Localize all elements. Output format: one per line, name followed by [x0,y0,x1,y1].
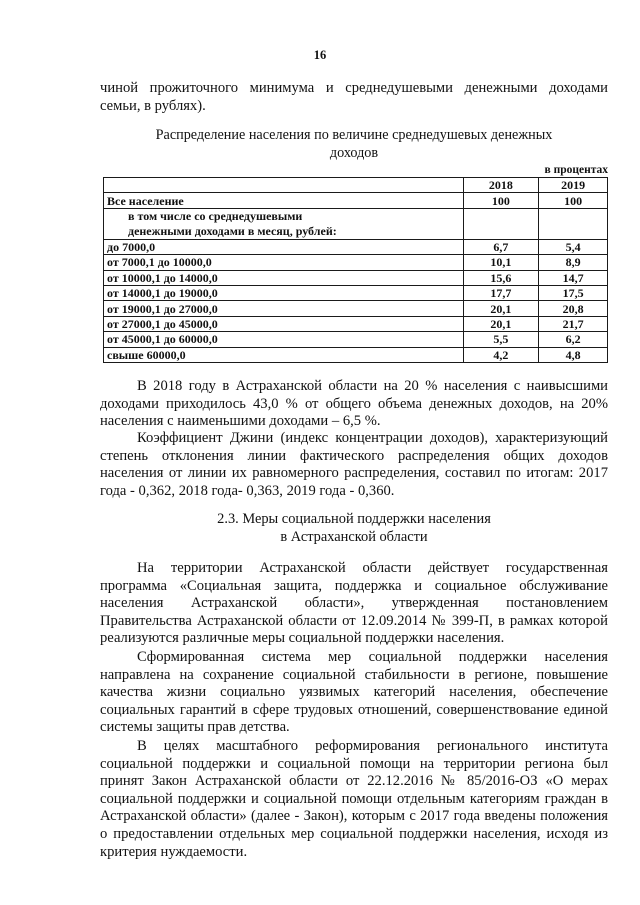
row-label: от 7000,1 до 10000,0 [104,255,464,270]
row-label: до 7000,0 [104,239,464,254]
value-2019: 8,9 [539,255,608,270]
value-2019: 6,2 [539,332,608,347]
intro-paragraph [100,80,608,115]
table-header-row [104,178,608,193]
table-row [104,285,608,300]
subheading-cell [104,208,464,239]
section-heading-line-2: в Астраханской области [280,528,428,545]
paragraph-regional-law: В целях масштабного реформирования регионального института социальной поддержки и социальной помощи на территории региона был принят Закон Астраханской области от 22.12.2016 № 85/2016-ОЗ «О мерах социальной поддержки и социальной помощи отдельным категориям граждан в Астраханской области» (далее - Закон), которым с 2017 года введены положения о предоставлении отдельных мер социальной поддержки населения, исходя из критерия нуждаемости. [100,738,608,860]
table-row [104,255,608,270]
value-2018: 15,6 [463,270,539,285]
value-2018: 10,1 [463,255,539,270]
value-2018: 5,5 [463,332,539,347]
value-2019: 5,4 [539,239,608,254]
paragraph-support-system: Сформированная система мер социальной поддержки населения направлена на сохранение социальной стабильности в регионе, повышение качества жизни социально уязвимых категорий населения, обеспечение социальных гарантий в сфере трудовых отношений, совершенствование единой системы защиты прав детства. [100,649,608,736]
value-2019: 4,8 [539,347,608,362]
table-title-line-2: доходов [329,144,379,161]
table-row [104,347,608,362]
value-2019: 14,7 [539,270,608,285]
table-row [104,270,608,285]
table-row-total [104,193,608,208]
empty-cell [463,208,539,239]
value-2018: 6,7 [463,239,539,254]
value-2018: 20,1 [463,301,539,316]
row-label: Все население [104,193,464,208]
value-2019: 20,8 [539,301,608,316]
table-row [104,316,608,331]
table-row [104,239,608,254]
row-label: от 27000,1 до 45000,0 [104,316,464,331]
subheading-line-1: в том числе со среднедушевыми [128,208,303,223]
table-title-line-1: Распределение населения по величине среднедушевых денежных [155,127,553,143]
row-label: от 45000,1 до 60000,0 [104,332,464,347]
table-title [100,127,608,162]
header-2019: 2019 [539,178,608,193]
paragraph-gini: Коэффициент Джини (индекс концентрации доходов), характеризующий степень отклонения линии фактического распределения общих доходов населения от линии их равномерного распределения, составил по итогам: 2017 года - 0,362, 2018 года- 0,363, 2019 года - 0,360. [100,430,608,499]
row-label: от 10000,1 до 14000,0 [104,270,464,285]
value-2018: 17,7 [463,285,539,300]
row-label: свыше 60000,0 [104,347,464,362]
paragraph-state-program: На территории Астраханской области действует государственная программа «Социальная защита, поддержка и социальное обслуживание населения Астраханской области», утвержденная постановлением Правительства Астраханской области от 12.09.2014 № 399-П, в рамках которой реализуются различные меры социальной поддержки населения. [100,560,608,647]
section-heading [100,511,608,546]
table-row [104,332,608,347]
section-heading-line-1: 2.3. Меры социальной поддержки населения [217,511,491,527]
table-unit: в процентах [544,164,608,176]
page-number: 16 [313,48,327,62]
paragraph-2018-income: В 2018 году в Астраханской области на 20 % населения с наивысшими доходами приходилось 43,0 % от общего объема денежных доходов, на 20% населения с наименьшими доходами – 6,5 %. [100,378,608,430]
header-empty-cell [104,178,464,193]
row-label: от 19000,1 до 27000,0 [104,301,464,316]
intro-line-1: чиной прожиточного минимума и среднедушевыми денежными доходами [100,80,608,96]
value-2018: 20,1 [463,316,539,331]
value-2018: 4,2 [463,347,539,362]
value-2018: 100 [463,193,539,208]
value-2019: 17,5 [539,285,608,300]
subheading-line-2: денежными доходами в месяц, рублей: [128,223,337,238]
row-label: от 14000,1 до 19000,0 [104,285,464,300]
table-row-subheading [104,208,608,239]
empty-cell [539,208,608,239]
value-2019: 100 [539,193,608,208]
table-row [104,301,608,316]
income-distribution-table [103,177,608,363]
intro-line-2: семьи, в рублях). [100,97,206,114]
header-2018: 2018 [463,178,539,193]
value-2019: 21,7 [539,316,608,331]
